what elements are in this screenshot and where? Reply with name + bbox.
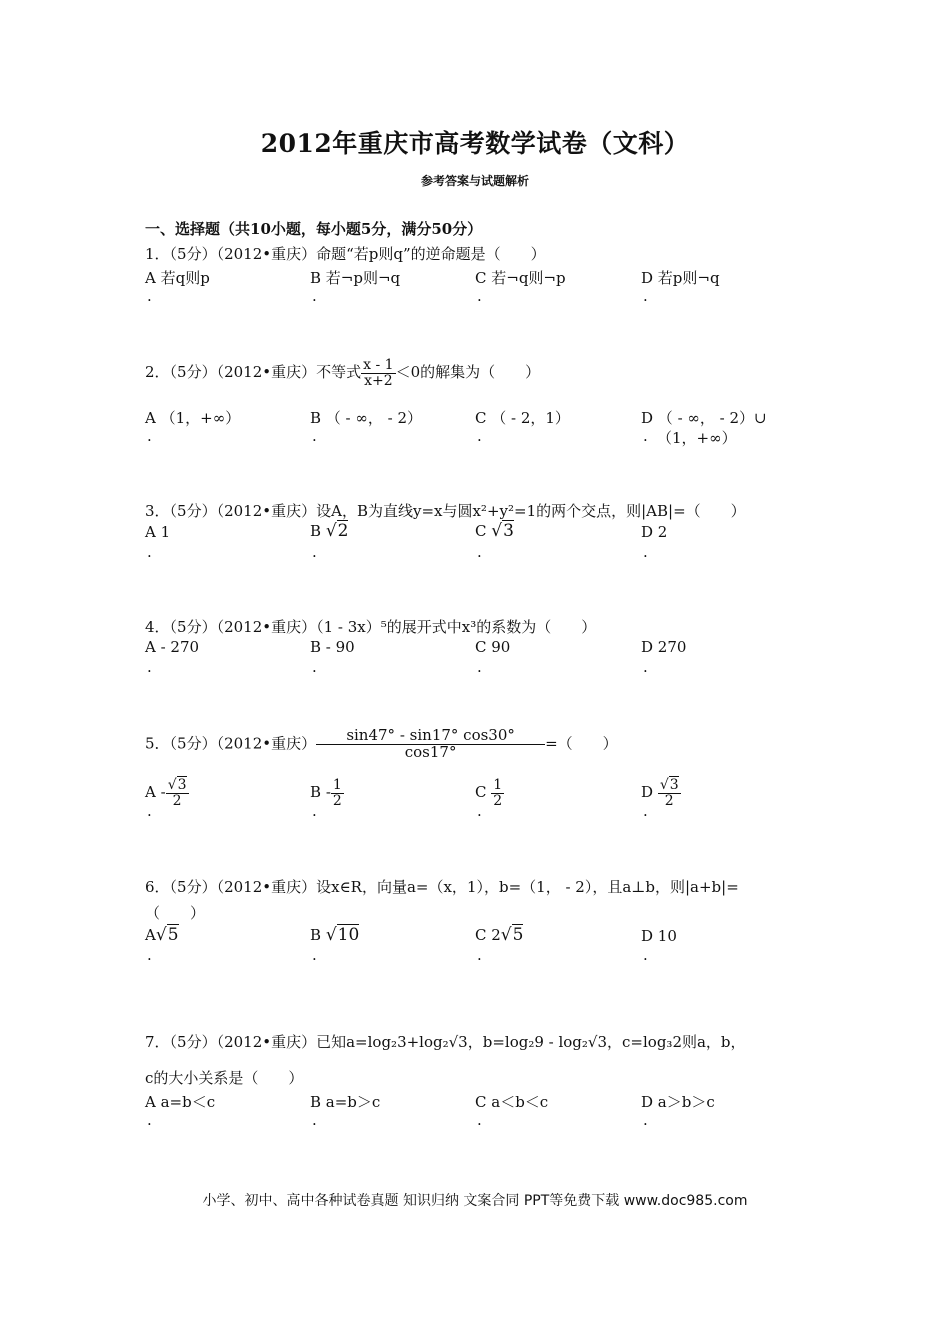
page-footer: 小学、初中、高中各种试卷真题 知识归纳 文案合同 PPT等免费下载 www.doc985.com (202, 1193, 748, 1209)
q1-option-c: C 若¬q则¬p (475, 269, 566, 287)
q3-dot-b: . (312, 543, 317, 561)
q3-dot-d: . (643, 543, 648, 561)
q5-a-den: 2 (172, 792, 182, 809)
q7-option-a: A a=b＜c (145, 1093, 216, 1111)
q1-dot-b: . (312, 287, 317, 305)
q6-option-a-label: A (145, 926, 156, 944)
q7-dot-a: . (147, 1111, 152, 1129)
q7-option-d: D a＞b＞c (641, 1093, 715, 1111)
sqrt-symbol: √2 (325, 521, 349, 541)
page-subtitle: 参考答案与试题解析 (420, 174, 529, 188)
q4-dot-c: . (477, 658, 482, 676)
q2-fraction-den: x+2 (364, 372, 393, 389)
q5-d-num (658, 778, 681, 794)
q2-stem-pre: 2．（5分）（2012•重庆）不等式 (145, 363, 362, 382)
q3-dot-a: . (147, 543, 152, 561)
q6-option-c-label: C 2 (475, 926, 501, 944)
q5-a-fraction (166, 778, 189, 808)
section-heading: 一、选择题（共10小题，每小题5分，满分50分） (145, 220, 483, 238)
q2-option-b: B （ - ∞， - 2） (310, 409, 423, 427)
q2-dot-c: . (477, 427, 482, 445)
question-5-stem (145, 728, 618, 761)
q5-option-d-label: D (641, 783, 654, 802)
q1-option-a: A 若q则p (145, 269, 210, 287)
question-1-stem: 1．（5分）（2012•重庆）命题“若p则q”的逆命题是（ ） (145, 245, 546, 263)
q5-stem-post: =（ ） (545, 734, 618, 753)
q2-dot-a: . (147, 427, 152, 445)
q5-c-num: 1 (493, 777, 503, 793)
q7-dot-d: . (643, 1111, 648, 1129)
q4-option-c: C 90 (475, 638, 511, 656)
q7-option-b: B a=b＞c (310, 1093, 381, 1111)
q6-a-radicand: 5 (167, 925, 179, 945)
question-3-stem: 3．（5分）（2012•重庆）设A，B为直线y=x与圆x²+y²=1的两个交点，则|AB|=（ ） (145, 502, 746, 520)
q5-c-fraction (491, 778, 504, 808)
q3-option-c (475, 521, 514, 541)
q5-dot-b: . (312, 802, 317, 820)
q5-dot-c: . (477, 802, 482, 820)
sqrt-symbol: √3 (659, 777, 679, 793)
q2-option-a: A （1，+∞） (145, 409, 241, 427)
q5-a-num (166, 778, 189, 794)
question-4-stem: 4．（5分）（2012•重庆）（1 - 3x）⁵的展开式中x³的系数为（ ） (145, 618, 597, 636)
q5-b-sign: - (325, 783, 331, 802)
q3-dot-c: . (477, 543, 482, 561)
q6-dot-b: . (312, 946, 317, 964)
q7-dot-b: . (312, 1111, 317, 1129)
q5-fraction-num: sin47° - sin17° cos30° (316, 728, 545, 745)
q5-option-a-label: A (145, 783, 156, 802)
q2-dot-d: . (643, 427, 648, 445)
q6-option-d: D 10 (641, 927, 677, 945)
q5-fraction-den: cos17° (404, 742, 457, 761)
q5-dot-d: . (643, 802, 648, 820)
q3-c-radicand: 3 (503, 521, 514, 541)
question-7-line2: c的大小关系是（ ） (145, 1069, 304, 1087)
q4-option-a: A - 270 (145, 638, 200, 656)
q6-dot-a: . (147, 946, 152, 964)
q5-stem-pre: 5．（5分）（2012•重庆） (145, 734, 317, 753)
q3-b-radicand: 2 (337, 521, 349, 541)
sqrt-symbol: √5 (155, 925, 179, 945)
q5-d-radicand: 3 (669, 777, 679, 793)
q6-dot-c: . (477, 946, 482, 964)
q1-dot-a: . (147, 287, 152, 305)
sqrt-symbol: √5 (500, 925, 524, 945)
q6-option-c (475, 925, 523, 945)
q3-option-c-label: C (475, 522, 487, 540)
q5-a-radicand: 3 (177, 777, 187, 793)
q4-dot-d: . (643, 658, 648, 676)
q6-c-radicand: 5 (512, 925, 524, 945)
q1-dot-d: . (643, 287, 648, 305)
q5-b-fraction (331, 778, 344, 808)
q3-option-b-label: B (310, 522, 322, 540)
q7-option-c: C a＜b＜c (475, 1093, 549, 1111)
page-title: 2012年重庆市高考数学试卷（文科） (260, 129, 690, 158)
q2-fraction-num: x - 1 (363, 357, 394, 373)
q6-b-radicand: 10 (337, 925, 360, 945)
q2-option-c: C （ - 2，1） (475, 409, 570, 427)
q5-dot-a: . (147, 802, 152, 820)
q5-b-num: 1 (332, 777, 342, 793)
q4-option-d: D 270 (641, 638, 687, 656)
q2-option-d-line1: D （ - ∞， - 2）∪ (641, 409, 767, 427)
question-2-stem (145, 358, 540, 388)
q1-option-b: B 若¬p则¬q (310, 269, 401, 287)
q4-dot-a: . (147, 658, 152, 676)
q1-option-d: D 若p则¬q (641, 269, 720, 287)
q5-option-c-label: C (475, 783, 487, 802)
q3-option-a: A 1 (145, 523, 171, 541)
q6-option-b (310, 925, 359, 945)
q5-c-den: 2 (493, 792, 503, 809)
q6-option-b-label: B (310, 926, 322, 944)
q5-d-den: 2 (664, 792, 674, 809)
q5-b-den: 2 (332, 792, 342, 809)
q3-option-b (310, 521, 348, 541)
q5-fraction (316, 728, 545, 761)
q4-option-b: B - 90 (310, 638, 355, 656)
q1-dot-c: . (477, 287, 482, 305)
q7-dot-c: . (477, 1111, 482, 1129)
q2-option-d-line2: （1，+∞） (657, 429, 737, 447)
q2-fraction (361, 358, 395, 388)
q4-dot-b: . (312, 658, 317, 676)
sqrt-symbol: √3 (167, 777, 187, 793)
question-6-line1: 6．（5分）（2012•重庆）设x∈R，向量a=（x，1），b=（1， - 2），且a⊥b，则|a+b|= (145, 878, 739, 896)
q2-dot-b: . (312, 427, 317, 445)
sqrt-symbol: √3 (491, 521, 514, 541)
q5-option-b-label: B (310, 783, 322, 802)
q5-a-sign: - (160, 783, 166, 802)
q6-dot-d: . (643, 946, 648, 964)
q6-option-a (145, 925, 179, 945)
q3-option-d: D 2 (641, 523, 668, 541)
question-7-line1: 7．（5分）（2012•重庆）已知a=log₂3+log₂√3，b=log₂9 - log₂√3，c=log₃2则a，b， (145, 1033, 746, 1051)
q5-d-fraction (658, 778, 681, 808)
q2-stem-post: ＜0的解集为（ ） (395, 363, 541, 382)
question-6-line2: （ ） (145, 904, 206, 922)
sqrt-symbol: √10 (325, 925, 360, 945)
